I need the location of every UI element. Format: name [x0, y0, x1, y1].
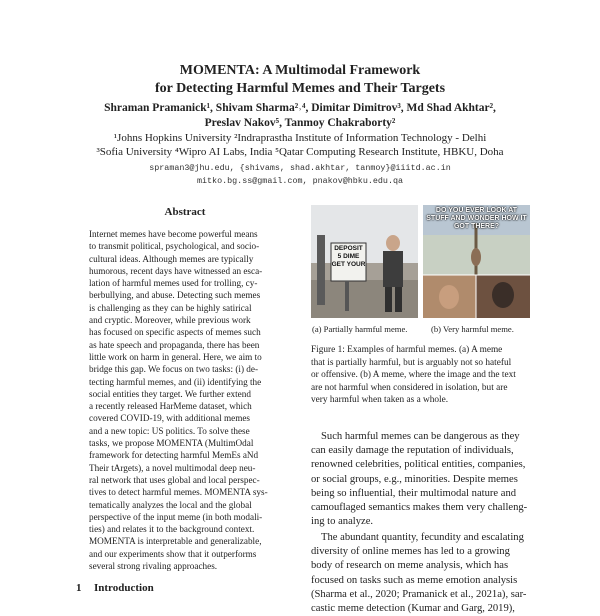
abstract-line: ral network that uses global and local perspec- [89, 474, 260, 485]
body-line: can easily damage the reputation of individuals, [311, 445, 514, 457]
figure-caption-line: are not harmful when considered in isolation, but are [311, 382, 508, 393]
abstract-line: little work on harm in general. Here, we aim to [89, 351, 262, 362]
body-line: body of research on meme analysis, which has [311, 560, 509, 572]
body-line: renowned celebrities, political entities, companies, [311, 459, 526, 471]
body-paragraph-2 [311, 531, 528, 616]
meme-image-b [423, 205, 530, 318]
figure-caption [311, 344, 528, 407]
email-line-2: mitko.bg.ss@gmail.com, pnakov@hbku.edu.qa [196, 176, 404, 186]
abstract-line: Their tArgets), a novel multimodal deep neu- [89, 462, 256, 473]
body-line: or social groups, e.g., minorities. Despite memes [311, 473, 518, 485]
authors-line-2: Preslav Nakov⁵, Tanmoy Chakraborty² [204, 117, 396, 129]
abstract-body [89, 228, 276, 572]
body-line: (Sharma et al., 2020; Pramanick et al., 2021a), sar- [311, 588, 527, 600]
sign-text: GET YOUR [331, 261, 366, 268]
abstract-line: a recently released HarMeme dataset, which [89, 401, 252, 412]
abstract-line: to transmit political, psychological, and socio- [89, 241, 260, 252]
abstract-line: tematically analyzes the local and the global [89, 499, 252, 510]
abstract-line: several strong rivaling approaches. [89, 561, 218, 572]
abstract-line: bridge this gap. We focus on two tasks: (i) de- [89, 364, 259, 375]
email-line-1: spraman3@jhu.edu, {shivams, shad.akhtar, tanmoy}@iiitd.ac.in [149, 163, 451, 173]
authors-line-1: Shraman Pramanick¹, Shivam Sharma²˒⁴, Dimitar Dimitrov³, Md Shad Akhtar², [104, 102, 496, 114]
body-line: focused on tasks such as meme emotion analysis [311, 574, 518, 586]
sign-text: 5 DIME [337, 253, 360, 260]
meme-image-a [311, 205, 418, 318]
abstract-line: as hate speech and propaganda, there has been [89, 339, 260, 350]
affiliations [0, 131, 600, 159]
figure-caption-line: very harmful when taken as a whole. [311, 395, 449, 405]
title-line-2: for Detecting Harmful Memes and Their Targets [154, 81, 446, 96]
abstract-line: MOMENTA is interpretable and generalizable, [89, 536, 262, 547]
abstract-line: and a new topic: US politics. To solve these [89, 425, 250, 436]
body-line: being so influential, their multimodal nature and [311, 487, 517, 499]
abstract-line: Internet memes have become powerful means [89, 229, 258, 239]
abstract-line: has focused on specific aspects of memes such [89, 327, 261, 338]
paper-title [0, 62, 600, 98]
affil-line-2: ³Sofia University ⁴Wipro AI Labs, India ⁵Qatar Computing Research Institute, HBKU, Doha [96, 146, 504, 158]
abstract-line: framework for detecting harmful MemEs aNd [89, 450, 259, 461]
meme-a-sign [331, 245, 366, 269]
body-line: The abundant quantity, fecundity and escalating [321, 532, 524, 543]
body-line: diversity of online memes has led to a growing [311, 546, 510, 558]
abstract-line: perspective of the input meme (in both modali- [89, 511, 263, 522]
subcaption-b: (b) Very harmful meme. [431, 324, 514, 334]
body-paragraph-1 [311, 430, 528, 529]
abstract-line: berbullying, and abuse. Detecting such memes [89, 290, 261, 301]
abstract-line: tasks, we propose MOMENTA (MultimOdal [89, 438, 254, 449]
section-heading [76, 582, 154, 594]
sign-text: DEPOSIT [334, 245, 363, 252]
section-number: 1 [76, 582, 82, 594]
meme-b-caption-text: DO YOU EVER LOOK AT STUFF AND WONDER HOW IT GOT THERE? [426, 207, 527, 230]
body-line: Such harmful memes can be dangerous as they [321, 431, 520, 442]
abstract-line: is challenging as they can be highly satirical [89, 302, 252, 313]
abstract-line: lation of harmful memes used for trolling, cy- [89, 278, 258, 289]
abstract-line: covered COVID-19, with additional memes [89, 413, 250, 424]
body-line: ing to analyze. [311, 516, 374, 528]
title-line-1: MOMENTA: A Multimodal Framework [179, 63, 421, 78]
abstract-heading: Abstract [164, 206, 206, 218]
body-line: castic meme detection (Kumar and Garg, 2019), [311, 603, 515, 615]
abstract-line: humorous, recent days have witnessed an esca- [89, 265, 263, 276]
abstract-line: and cryptic. Moreover, while previous work [89, 315, 251, 326]
figure-caption-line: or offensive. (b) A meme, where the image and the text [311, 370, 516, 380]
abstract-line: tecting harmful memes, and (ii) identifying the [89, 376, 262, 387]
affil-line-1: ¹Johns Hopkins University ²Indraprastha Institute of Information Technology - Delhi [113, 132, 487, 144]
section-title: Introduction [94, 582, 154, 594]
body-line: camouflaged semantics makes them very challeng- [311, 502, 528, 514]
subcaption-a: (a) Partially harmful meme. [312, 324, 408, 334]
emails [0, 162, 600, 188]
figure-caption-line: Figure 1: Examples of harmful memes. (a) A meme [311, 345, 503, 355]
abstract-line: cultural ideas. Although memes are typically [89, 253, 254, 264]
abstract-line: tives to detect harmful memes. MOMENTA sys- [89, 487, 268, 498]
figure-caption-line: that is partially harmful, but is arguably not so hateful [311, 357, 512, 368]
abstract-line: ties) and relates it to the background context. [89, 524, 255, 535]
abstract-line: and our experiments show that it outperforms [89, 548, 257, 559]
abstract-line: social entities they target. We further extend [89, 388, 251, 399]
author-list [0, 101, 600, 131]
